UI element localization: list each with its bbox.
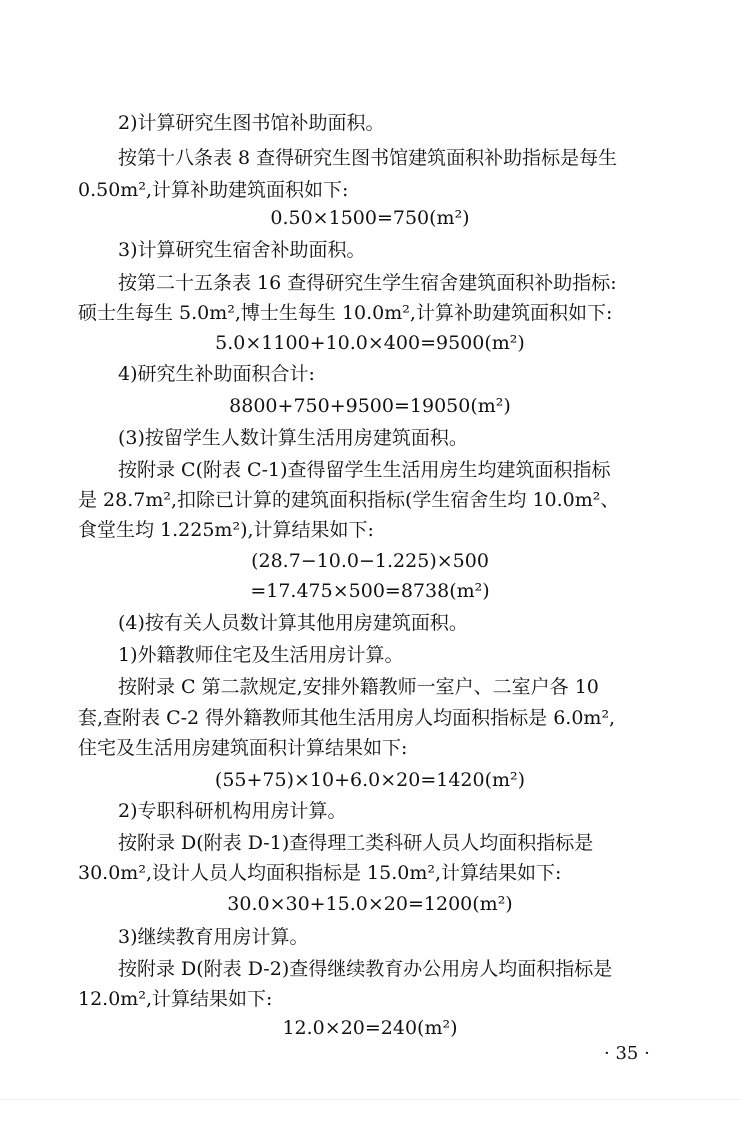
equation-line: 0.50×1500=750(m²) xyxy=(270,207,470,229)
text-line: (3)按留学生人数计算生活用房建筑面积。 xyxy=(118,427,468,449)
text-line: 按附录 C(附表 C-1)查得留学生生活用房生均建筑面积指标 xyxy=(118,459,611,481)
text-line: 套,查附表 C-2 得外籍教师其他生活用房人均面积指标是 6.0m², xyxy=(78,707,616,729)
text-line: 硕士生每生 5.0m²,博士生每生 10.0m²,计算补助建筑面积如下: xyxy=(78,302,613,324)
text-line: (4)按有关人员数计算其他用房建筑面积。 xyxy=(118,612,468,634)
text-line: 按第二十五条表 16 查得研究生学生宿舍建筑面积补助指标: xyxy=(118,272,617,294)
text-line: 1)外籍教师住宅及生活用房计算。 xyxy=(118,644,404,666)
page-number: · 35 · xyxy=(604,1043,650,1064)
equation-line: 12.0×20=240(m²) xyxy=(282,1017,458,1039)
text-line: 按第十八条表 8 查得研究生图书馆建筑面积补助指标是每生 xyxy=(118,147,618,169)
text-line: 3)继续教育用房计算。 xyxy=(118,926,309,948)
bottom-divider xyxy=(0,1099,740,1100)
equation-line: 5.0×1100+10.0×400=9500(m²) xyxy=(215,332,525,354)
text-line: 住宅及生活用房建筑面积计算结果如下: xyxy=(78,737,408,759)
text-line: 0.50m²,计算补助建筑面积如下: xyxy=(78,179,349,201)
equation-line: 8800+750+9500=19050(m²) xyxy=(229,395,511,417)
equation-line: =17.475×500=8738(m²) xyxy=(250,580,490,602)
text-line: 3)计算研究生宿舍补助面积。 xyxy=(118,239,366,261)
text-line: 按附录 D(附表 D-2)查得继续教育办公用房人均面积指标是 xyxy=(118,958,613,980)
text-line: 12.0m²,计算结果如下: xyxy=(78,988,273,1010)
text-line: 4)研究生补助面积合计: xyxy=(118,363,315,385)
equation-line: (28.7−10.0−1.225)×500 xyxy=(251,550,489,572)
text-line: 是 28.7m²,扣除已计算的建筑面积指标(学生宿舍生均 10.0m²、 xyxy=(78,489,620,511)
equation-line: 30.0×30+15.0×20=1200(m²) xyxy=(227,893,513,915)
text-line: 按附录 C 第二款规定,安排外籍教师一室户、二室户各 10 xyxy=(118,676,599,698)
text-line: 食堂生均 1.225m²),计算结果如下: xyxy=(78,519,374,541)
text-line: 2)计算研究生图书馆补助面积。 xyxy=(118,112,385,134)
text-line: 按附录 D(附表 D-1)查得理工类科研人员人均面积指标是 xyxy=(118,832,594,854)
text-line: 2)专职科研机构用房计算。 xyxy=(118,800,347,822)
text-line: 30.0m²,设计人员人均面积指标是 15.0m²,计算结果如下: xyxy=(78,862,562,884)
equation-line: (55+75)×10+6.0×20=1420(m²) xyxy=(214,769,526,791)
